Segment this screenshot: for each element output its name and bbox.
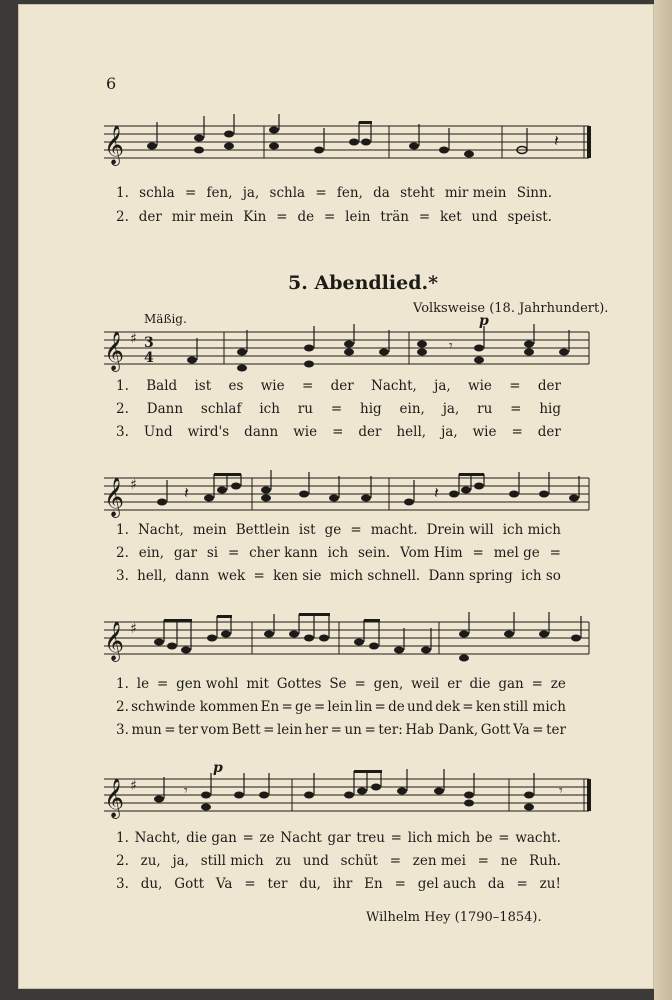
lyric-syllable: Drein will (426, 522, 494, 538)
lyric-syllable: = (330, 401, 343, 417)
lyric-syllable: still mich (200, 853, 264, 869)
book-spine (654, 0, 672, 1000)
lyric-syllable: der (358, 424, 382, 440)
lyric-syllable: mein (192, 522, 227, 538)
lyric-syllable: = (390, 830, 402, 846)
lyric-syllable: ich mich (502, 522, 561, 538)
lyric-syllable: = (394, 876, 406, 892)
lyric-syllable: ge (324, 522, 342, 538)
lyric-syllable: = (313, 699, 326, 715)
staff-4 (104, 767, 604, 829)
staff-3 (104, 610, 604, 672)
lyric-syllable: Bettlein (235, 522, 290, 538)
lyric-line (116, 830, 561, 846)
lyric-syllable: ich so (521, 568, 561, 584)
treble-clef-icon: 𝄞 (104, 331, 125, 371)
lyric-line (116, 876, 561, 892)
lyric-syllable: le (136, 676, 150, 692)
lyric-syllable: = (263, 722, 275, 738)
lyric-syllable: = (531, 676, 543, 692)
lyric-syllable: die gan (186, 830, 237, 846)
lyric-syllable: Und (143, 424, 173, 440)
lyric-syllable: = (184, 185, 197, 201)
lyric-syllable: ter (546, 722, 566, 738)
lyric-syllable: = (315, 185, 327, 201)
lyric-syllable: mich schnell. (329, 568, 421, 584)
lyric-syllable: Dann spring (428, 568, 513, 584)
lyric-syllable: die (469, 676, 491, 692)
lyric-syllable: und (471, 209, 498, 225)
lyric-syllable: weil (411, 676, 440, 692)
lyric-syllable: ne (500, 853, 518, 869)
sharp-icon: ♯ (130, 331, 137, 347)
lyric-syllable: Gottes (276, 676, 322, 692)
lyric-syllable: = (532, 722, 544, 738)
lyric-syllable: da (487, 876, 505, 892)
lyric-syllable: = (156, 676, 169, 692)
lyric-syllable: Kin (243, 209, 267, 225)
lyric-syllable: lin (354, 699, 373, 715)
lyric-syllable: hell, (137, 568, 167, 584)
lyric-syllable: de (297, 209, 315, 225)
lyric-syllable: lich mich (407, 830, 471, 846)
lyric-syllable: gen wohl (176, 676, 239, 692)
lyric-syllable: vom (200, 722, 230, 738)
lyric-syllable: steht (400, 185, 435, 201)
svg-text:𝄾: 𝄾 (559, 783, 563, 799)
lyric-syllable: zen mei (412, 853, 466, 869)
treble-clef-icon: 𝄞 (104, 621, 125, 661)
lyric-syllable: wacht. (515, 830, 561, 846)
dynamic-marking: p (479, 313, 489, 329)
lyric-syllable: du, (140, 876, 163, 892)
lyric-syllable: = (332, 424, 344, 440)
lyric-syllable: = (498, 830, 510, 846)
lyric-syllable: Sinn. (516, 185, 552, 201)
lyric-syllable: Gott (174, 876, 205, 892)
lyric-syllable: schlaf (200, 401, 242, 417)
lyric-syllable: En (260, 699, 280, 715)
verse-number: 1. (116, 830, 129, 846)
verse-number: 2. (116, 699, 129, 715)
lyric-syllable: ich (259, 401, 280, 417)
lyric-syllable: = (253, 568, 265, 584)
lyric-syllable: wie (468, 378, 492, 394)
lyric-syllable: der (537, 378, 561, 394)
lyric-syllable: Ruh. (529, 853, 561, 869)
lyric-syllable: wie (260, 378, 285, 394)
lyric-syllable: macht. (370, 522, 418, 538)
lyric-syllable: si (206, 545, 219, 561)
lyric-syllable: ge (294, 699, 312, 715)
lyric-syllable: Hab Dank, (405, 722, 479, 738)
lyric-syllable: Nacht, (137, 522, 184, 538)
verse-number: 1. (116, 522, 129, 538)
lyric-syllable: mir mein (171, 209, 234, 225)
lyric-syllable: = (477, 853, 489, 869)
lyric-syllable: gan (498, 676, 524, 692)
lyric-syllable: ja, (172, 853, 189, 869)
lyric-syllable: sein. (358, 545, 391, 561)
lyric-syllable: = (350, 522, 362, 538)
book-page (18, 4, 654, 989)
treble-clef-icon: 𝄞 (104, 477, 125, 517)
lyric-syllable: = (364, 722, 376, 738)
lyric-syllable: Vom Him (400, 545, 463, 561)
lyric-syllable: ter (178, 722, 199, 738)
lyric-syllable: ist (298, 522, 316, 538)
lyric-syllable: du, (299, 876, 321, 892)
time-signature-bottom: 4 (144, 350, 154, 366)
lyric-line (116, 401, 561, 417)
lyric-syllable: un (344, 722, 362, 738)
composer-credit: Wilhelm Hey (1790–1854). (366, 910, 542, 925)
lyric-syllable: mun (131, 722, 162, 738)
melody-source: Volksweise (18. Jahrhundert). (413, 301, 609, 316)
lyric-syllable: = (227, 545, 240, 561)
lyric-syllable: ken sie (273, 568, 322, 584)
svg-text:𝄾: 𝄾 (184, 783, 188, 799)
lyric-syllable: wie (472, 424, 497, 440)
lyric-syllable: hell, (396, 424, 427, 440)
lyric-syllable: zu, (140, 853, 161, 869)
lyric-line (116, 699, 566, 715)
time-signature-top: 3 (144, 335, 154, 351)
svg-text:𝄾: 𝄾 (449, 338, 453, 354)
lyric-syllable: = (549, 545, 561, 561)
page-number: 6 (106, 74, 117, 93)
lyric-syllable: = (472, 545, 484, 561)
lyric-syllable: = (242, 830, 254, 846)
lyric-syllable: ter: (378, 722, 403, 738)
lyric-syllable: zu (275, 853, 292, 869)
lyric-syllable: = (281, 699, 293, 715)
lyric-syllable: schla (139, 185, 175, 201)
lyric-syllable: = (323, 209, 336, 225)
lyric-syllable: de (388, 699, 405, 715)
lyric-syllable: der (330, 378, 354, 394)
lyric-syllable: und (406, 699, 433, 715)
lyric-syllable: ze (259, 830, 275, 846)
lyric-syllable: zu! (539, 876, 561, 892)
svg-text:𝄽: 𝄽 (554, 131, 559, 150)
lyric-line (116, 378, 561, 394)
lyric-syllable: wird's (187, 424, 230, 440)
lyric-syllable: fen, (336, 185, 363, 201)
music-staff-1 (104, 324, 604, 380)
lyric-syllable: fen, (206, 185, 233, 201)
lyric-syllable: Nacht, (371, 378, 417, 394)
lyric-syllable: be (475, 830, 493, 846)
lyric-syllable: mel ge (493, 545, 540, 561)
verse-number: 3. (116, 876, 129, 892)
lyric-syllable: mit (246, 676, 269, 692)
music-staff-0 (104, 114, 594, 184)
lyric-syllable: dek (435, 699, 461, 715)
svg-text:𝄽: 𝄽 (184, 483, 189, 502)
sharp-icon: ♯ (130, 477, 137, 493)
lyric-syllable: ket (440, 209, 462, 225)
lyric-syllable: mir mein (444, 185, 507, 201)
verse-number: 2. (116, 209, 129, 225)
lyric-syllable: ihr (332, 876, 353, 892)
verse-number: 3. (116, 722, 129, 738)
lyric-syllable: der (537, 424, 561, 440)
verse-number: 3. (116, 568, 129, 584)
lyric-syllable: = (330, 722, 342, 738)
verse-number: 1. (116, 185, 129, 201)
lyric-syllable: = (510, 401, 522, 417)
lyric-syllable: ich (327, 545, 349, 561)
lyric-syllable: gel auch (417, 876, 477, 892)
lyric-syllable: schla (269, 185, 306, 201)
lyric-line (116, 185, 552, 201)
verse-number: 1. (116, 676, 129, 692)
lyric-syllable: = (301, 378, 314, 394)
lyric-syllable: cher kann (249, 545, 318, 561)
lyric-syllable: gar (327, 830, 351, 846)
lyric-syllable: = (276, 209, 288, 225)
staff-prev-song (104, 114, 594, 184)
lyric-syllable: = (244, 876, 256, 892)
staff-2 (104, 470, 604, 526)
lyric-syllable: trän (380, 209, 409, 225)
lyric-syllable: = (164, 722, 176, 738)
lyric-line (116, 424, 561, 440)
lyric-syllable: lein (276, 722, 303, 738)
lyric-syllable: schwinde kommen (131, 699, 259, 715)
lyric-syllable: ter (267, 876, 288, 892)
music-staff-4 (104, 767, 604, 829)
verse-number: 2. (116, 401, 129, 417)
verse-number: 3. (116, 424, 129, 440)
lyric-syllable: = (374, 699, 386, 715)
lyric-syllable: speist. (507, 209, 552, 225)
tempo-marking: Mäßig. (144, 312, 187, 326)
lyric-syllable: er (447, 676, 462, 692)
lyric-syllable: her (304, 722, 329, 738)
lyric-syllable: Va (513, 722, 530, 738)
lyric-syllable: ein, (399, 401, 425, 417)
lyric-syllable: = (462, 699, 474, 715)
sharp-icon: ♯ (130, 778, 137, 794)
music-staff-2 (104, 470, 604, 526)
lyric-syllable: Bett (231, 722, 261, 738)
lyric-syllable: und (302, 853, 329, 869)
lyric-syllable: Nacht, (134, 830, 181, 846)
lyric-syllable: = (509, 378, 521, 394)
lyric-syllable: ist (194, 378, 212, 394)
lyric-syllable: Nacht (280, 830, 322, 846)
sharp-icon: ♯ (130, 621, 137, 637)
lyric-line (116, 676, 566, 692)
song-title: 5. Abendlied.* (288, 272, 439, 294)
music-staff-3 (104, 610, 604, 672)
lyric-line (116, 853, 561, 869)
verse-number: 2. (116, 545, 129, 561)
lyric-line (116, 209, 552, 225)
lyric-syllable: = (511, 424, 523, 440)
lyric-syllable: ja, (442, 401, 460, 417)
lyric-syllable: Gott (480, 722, 511, 738)
lyric-syllable: treu (356, 830, 385, 846)
lyric-syllable: wek (217, 568, 246, 584)
lyric-syllable: ru (477, 401, 493, 417)
lyric-syllable: ja, (242, 185, 260, 201)
treble-clef-icon: 𝄞 (104, 778, 125, 818)
verse-number: 1. (116, 378, 129, 394)
svg-text:𝄽: 𝄽 (434, 483, 439, 502)
lyric-syllable: hig (360, 401, 382, 417)
lyric-syllable: dann (244, 424, 279, 440)
lyric-syllable: = (389, 853, 402, 869)
lyric-syllable: ein, (138, 545, 165, 561)
lyric-syllable: wie (293, 424, 318, 440)
lyric-syllable: es (228, 378, 244, 394)
lyric-syllable: gen, (373, 676, 404, 692)
verse-number: 2. (116, 853, 129, 869)
lyric-line (116, 568, 561, 584)
lyric-syllable: Se (329, 676, 347, 692)
lyric-line (116, 545, 561, 561)
lyric-syllable: = (418, 209, 431, 225)
staff-1 (104, 324, 604, 380)
lyric-syllable: da (373, 185, 390, 201)
lyric-syllable: ru (297, 401, 313, 417)
lyric-syllable: gar (173, 545, 198, 561)
lyric-syllable: lein (327, 699, 353, 715)
lyric-syllable: hig (539, 401, 561, 417)
lyric-syllable: schüt (340, 853, 378, 869)
lyric-syllable: ja, (434, 378, 451, 394)
lyric-syllable: ze (550, 676, 566, 692)
lyric-syllable: Bald (146, 378, 178, 394)
lyric-syllable: ken (475, 699, 501, 715)
lyric-syllable: dann (175, 568, 210, 584)
lyric-line (116, 722, 566, 738)
lyric-syllable: lein (345, 209, 371, 225)
lyric-syllable: Dann (146, 401, 184, 417)
lyric-syllable: En (364, 876, 383, 892)
lyric-syllable: = (354, 676, 366, 692)
lyric-line (116, 522, 561, 538)
lyric-syllable: der (138, 209, 162, 225)
lyric-syllable: Va (215, 876, 233, 892)
lyric-syllable: = (516, 876, 528, 892)
lyric-syllable: still mich (502, 699, 566, 715)
treble-clef-icon: 𝄞 (104, 125, 125, 165)
lyric-syllable: ja, (441, 424, 458, 440)
dynamic-marking-2: p (213, 760, 223, 776)
